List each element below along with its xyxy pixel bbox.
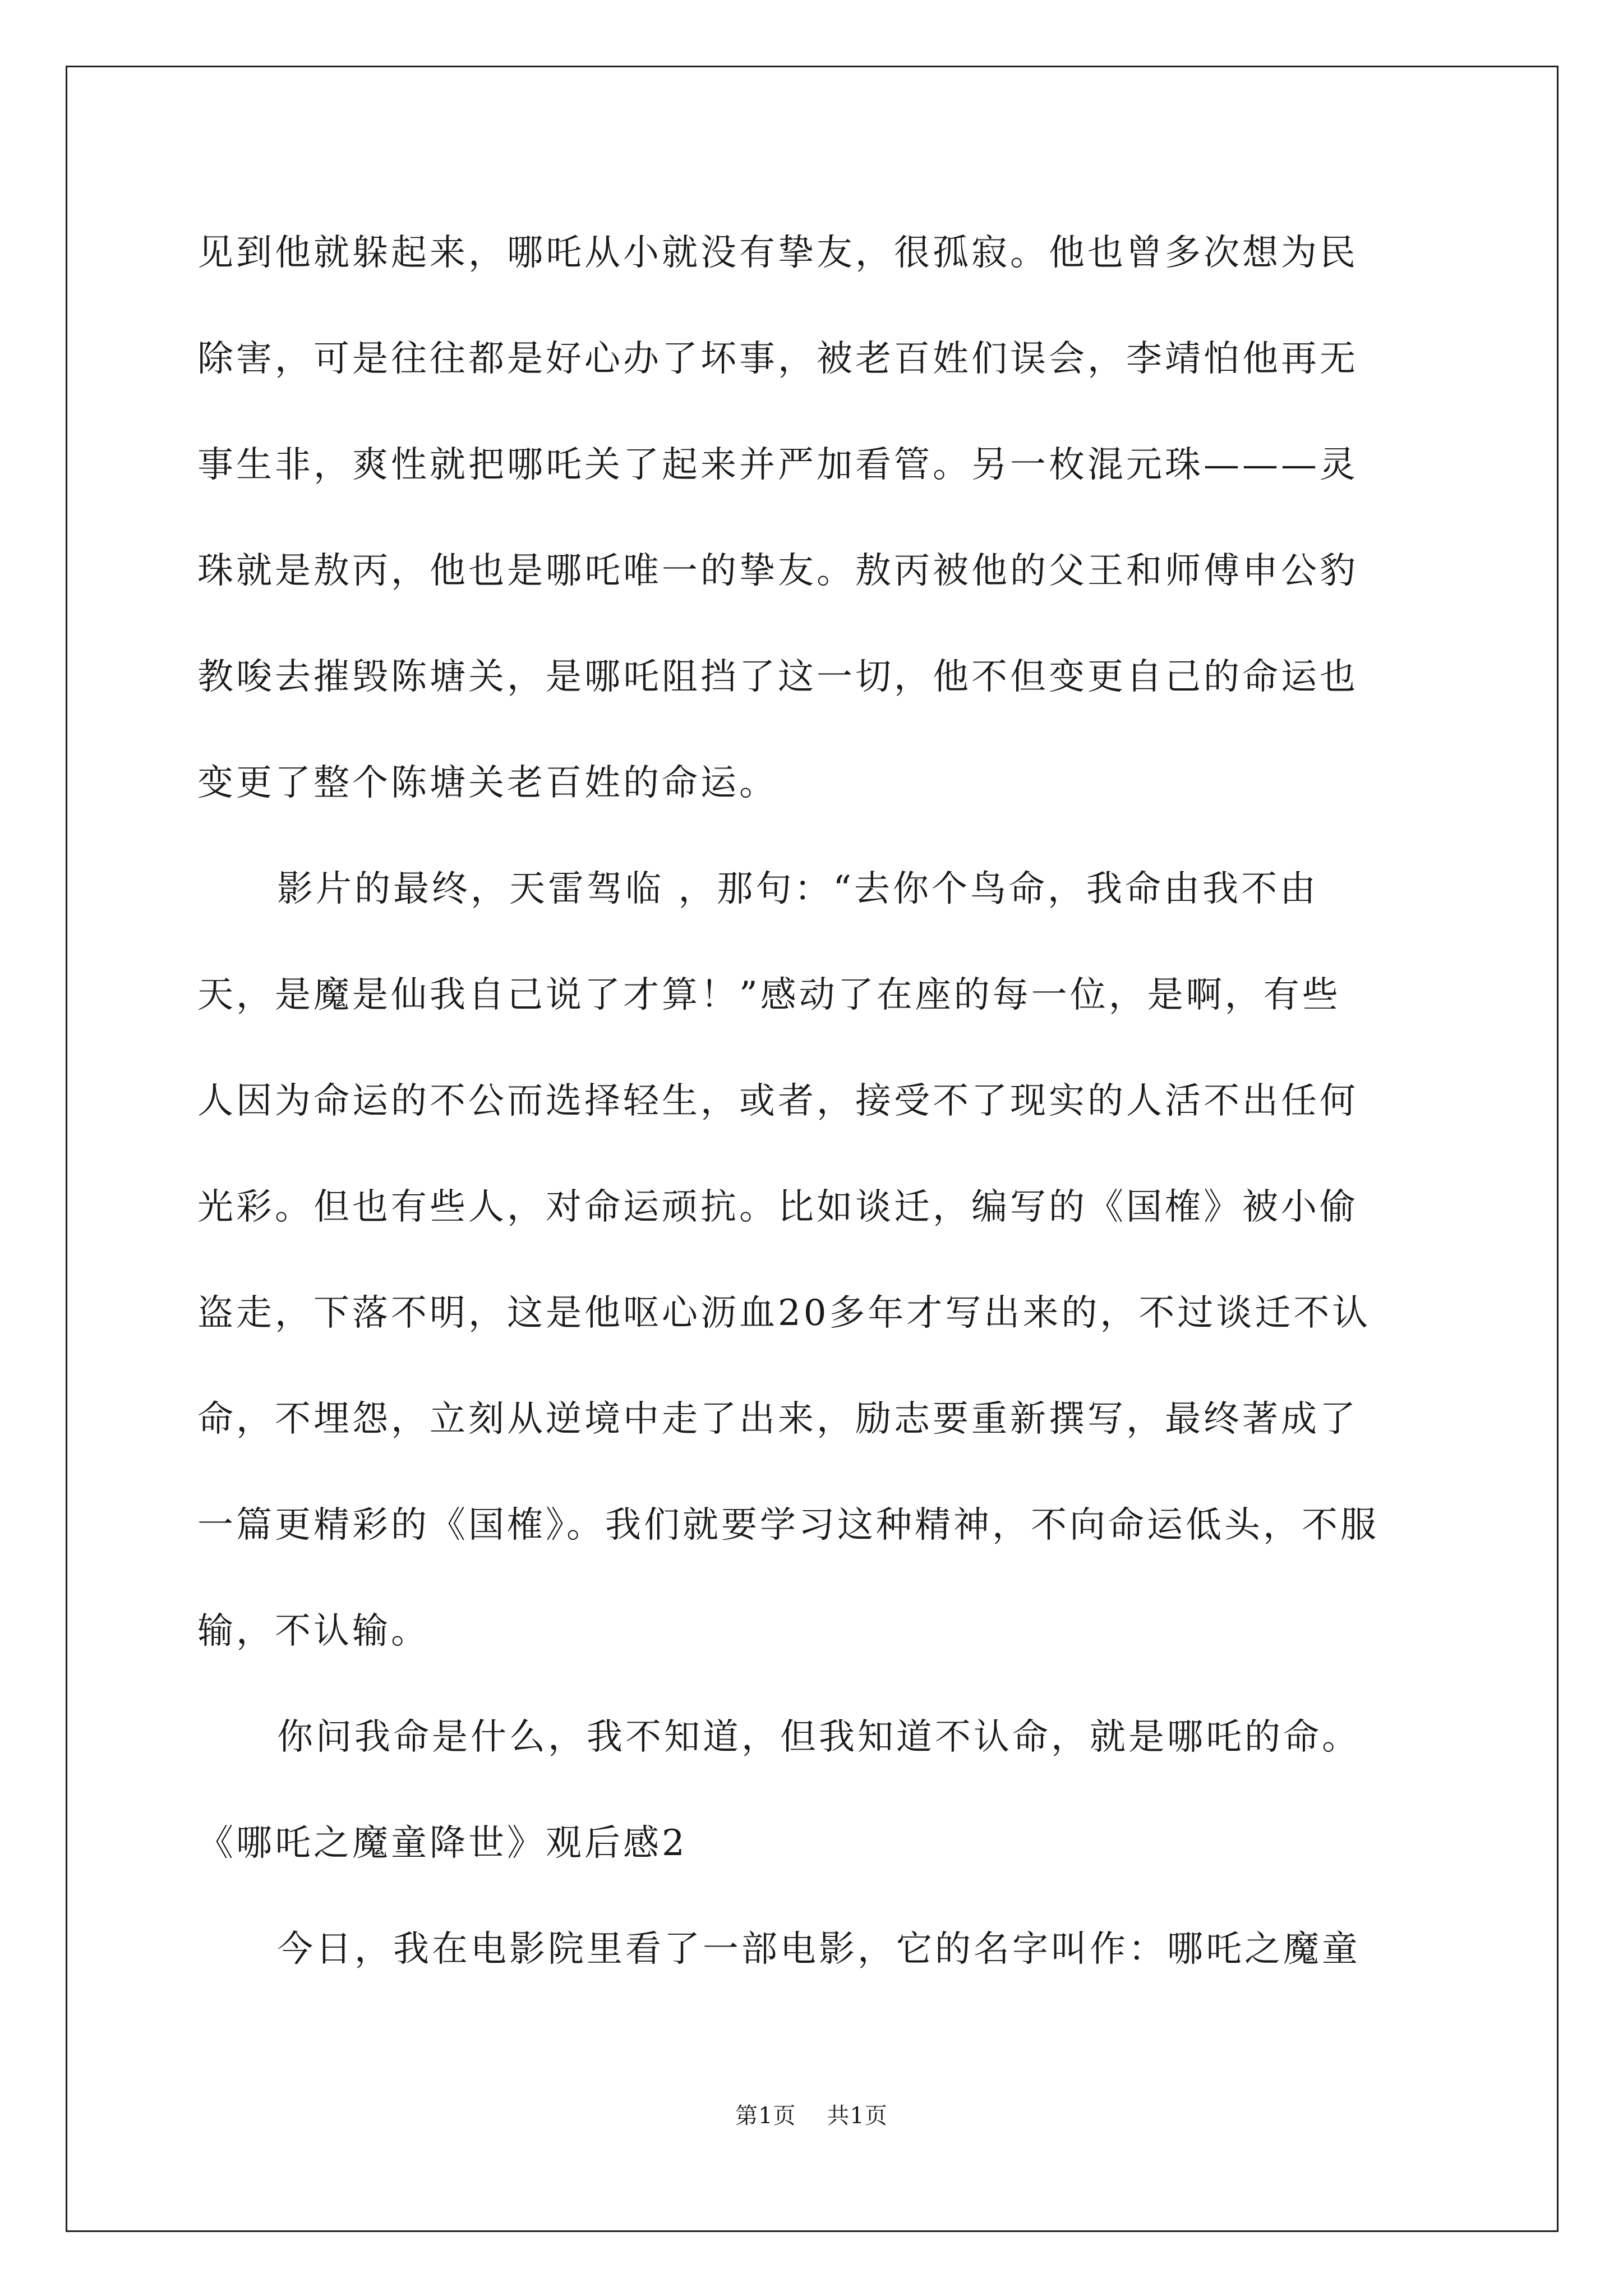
paragraph-line: 事生非，爽性就把哪吒关了起来并严加看管。另一枚混元珠———灵 (197, 444, 1358, 486)
paragraph-line: 盗走，下落不明，这是他呕心沥血20多年才写出来的，不过谈迁不认 (197, 1292, 1371, 1334)
paragraph-line: 光彩。但也有些人，对命运顽抗。比如谈迁，编写的《国榷》被小偷 (197, 1186, 1358, 1228)
page-number: 第1页 (735, 2103, 796, 2129)
paragraph-line: 见到他就躲起来，哪吒从小就没有挚友，很孤寂。他也曾多次想为民 (197, 232, 1358, 274)
paragraph-line: 你问我命是什么，我不知道，但我知道不认命，就是哪吒的命。 (277, 1717, 1361, 1758)
paragraph-line: 一篇更精彩的《国榷》。我们就要学习这种精神，不向命运低头，不服 (197, 1504, 1379, 1546)
paragraph-line: 天，是魔是仙我自己说了才算！”感动了在座的每一位，是啊，有些 (197, 974, 1341, 1016)
paragraph-line: 变更了整个陈塘关老百姓的命运。 (197, 762, 778, 804)
paragraph-line: 珠就是敖丙，他也是哪吒唯一的挚友。敖丙被他的父王和师傅申公豹 (197, 550, 1358, 592)
paragraph-line: 今日，我在电影院里看了一部电影，它的名字叫作：哪吒之魔童 (277, 1929, 1361, 1970)
paragraph-line: 命，不埋怨，立刻从逆境中走了出来，励志要重新撰写，最终著成了 (197, 1398, 1358, 1440)
paragraph-line: 人因为命运的不公而选择轻生，或者，接受不了现实的人活不出任何 (197, 1080, 1358, 1122)
paragraph-line: 除害，可是往往都是好心办了坏事，被老百姓们误会，李靖怕他再无 (197, 338, 1358, 380)
paragraph-line: 输，不认输。 (197, 1611, 430, 1652)
page-footer (0, 2098, 1623, 2130)
section-heading: 《哪吒之魔童降世》观后感2 (197, 1823, 688, 1864)
paragraph-line: 影片的最终，天雷驾临 ，那句：“去你个鸟命，我命由我不由 (277, 868, 1319, 910)
page-total: 共1页 (827, 2103, 888, 2129)
document-body (197, 213, 1431, 2016)
paragraph-line: 教唆去摧毁陈塘关，是哪吒阻挡了这一切，他不但变更自己的命运也 (197, 656, 1358, 698)
